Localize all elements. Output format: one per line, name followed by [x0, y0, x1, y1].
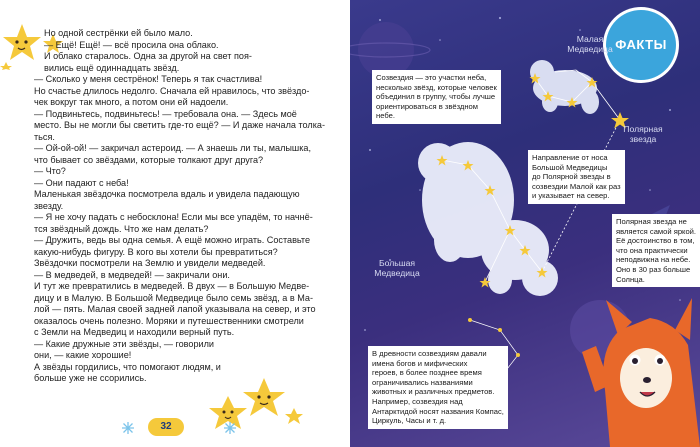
story-line: тся звёздный дождь. Что же нам делать?: [34, 223, 209, 234]
story-text: [34, 28, 325, 385]
story-line: больше уже не ссорились.: [34, 373, 147, 383]
fact-box-constellations: Созвездия — это участки неба, несколько звёзд, которые человек объединил в группу, чтобы лучше ориентироваться в звёздном небе.: [372, 70, 501, 124]
star-icon: [0, 62, 12, 70]
pole-star-label: Полярная звезда: [623, 124, 663, 144]
story-line: вились ещё одиннадцать звёзд.: [44, 62, 180, 73]
story-line: — Сколько у меня сестрёнок! Теперь я так счастлива!: [34, 74, 263, 84]
story-line: Но одной сестрёнки ей было мало.: [44, 28, 193, 38]
story-line: что бывает со звёздами, которые толкают друг друга?: [34, 154, 264, 165]
story-line: какую-нибудь фигуру. В кого вы хотели бы превратиться?: [34, 246, 278, 257]
story-line: — В медведей, в медведей! — закричали они.: [34, 269, 230, 280]
fact-box-direction-north: Направление от носа Большой Медведицы до Полярной звезды в созвездии Малой как раз и указывает на север.: [528, 150, 625, 204]
story-line: — Дружить, ведь вы одна семья. А ещё можно играть. Составьте: [34, 235, 311, 245]
small-bear-label: Малая Медведица: [567, 34, 613, 54]
star-icon: [243, 378, 285, 416]
story-line: — Какие дружные эти звёзды, — говорили: [34, 338, 214, 349]
story-line: И тут же превратились в медведей. В двух — в Большую Медве-: [34, 281, 310, 291]
story-line: Звёздочки посмотрели на Землю и увидели медведей.: [34, 258, 266, 268]
story-line: они, — какие хорошие!: [34, 350, 132, 360]
story-line: ться.: [34, 131, 55, 142]
fact-box-ancient-names: В древности созвездиям давали имена богов и мифических героев, в более позднее время ограничивались названиями животных и различных предметов. Например, созвездия над Антарктидой носят названия Компас, Циркуль, Часы и т. д.: [368, 346, 508, 429]
facts-badge: ФАКТЫ: [606, 10, 676, 80]
story-line: — Ещё! Ещё! — всё просила она облако.: [44, 39, 219, 50]
page-number: 32: [148, 418, 184, 436]
story-line: Но счастье длилось недолго. Сначала ей нравилось, что звёздо-: [34, 85, 310, 96]
story-line: — Они падают с неба!: [34, 177, 129, 188]
story-line: лой — пять. Малая своей задней лапой указывала на север, и это: [34, 304, 316, 314]
story-line: — Я не хочу падать с небосклона! Если мы все упадём, то начнё-: [34, 212, 313, 222]
story-line: И облако старалось. Одна за другой на свет поя-: [44, 51, 252, 61]
story-line: оказалось очень полезно. Моряки и путешественники смотрели: [34, 315, 304, 326]
right-page: [350, 0, 700, 447]
story-line: место. Вы не могли бы светить где-то ещё? — И даже начала толка-: [34, 120, 325, 130]
story-line: — Ой-ой-ой! — закричал астероид. — А знаешь ли ты, малышка,: [34, 143, 311, 153]
story-line: А звёзды гордились, что помогают людям, и: [34, 361, 221, 372]
big-bear-label: Большая Медведица: [374, 258, 420, 278]
star-icon: [285, 408, 303, 424]
story-line: Маленькая звёздочка посмотрела вдаль и увидела падающую: [34, 189, 300, 199]
snowflake-icon: [122, 422, 134, 434]
story-line: дицу и в Малую. В Большой Медведице было семь звёзд, а в Ма-: [34, 292, 313, 303]
snowflake-icon: [224, 422, 236, 434]
story-line: чек вокруг так много, а потом они ей надоели.: [34, 97, 229, 107]
fact-box-pole-star: Полярная звезда не является самой яркой. Её достоинство в том, что она практически неподвижна на небе. Оно в 30 раз больше Солнца.: [612, 214, 700, 287]
story-line: — Подвиньтесь, подвиньтесь! — требовала она. — Здесь моё: [34, 108, 297, 119]
story-line: с Земли на Медведиц и находили верный путь.: [34, 327, 235, 337]
story-line: звезду.: [34, 200, 64, 211]
story-line: — Что?: [34, 166, 66, 176]
